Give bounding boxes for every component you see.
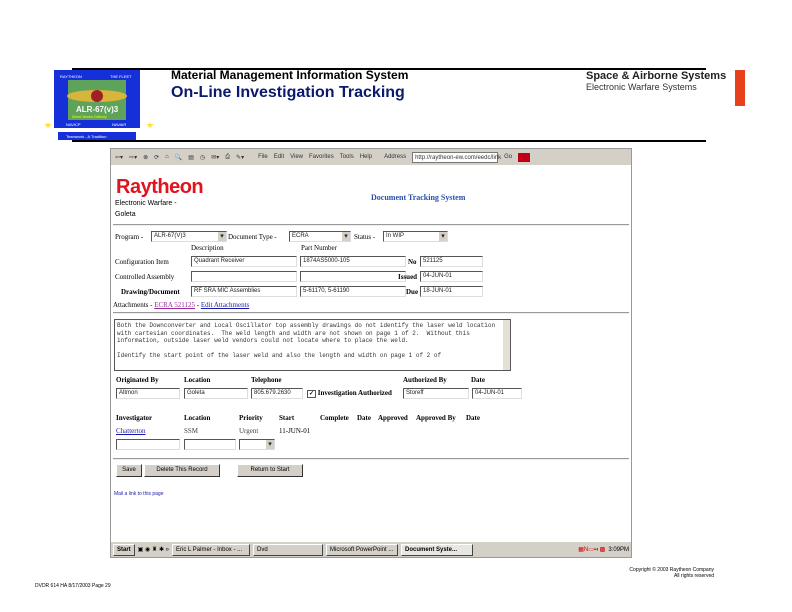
doctype-select[interactable]: ECRA ▾ bbox=[289, 231, 351, 242]
app-title: Material Management Information System bbox=[171, 68, 409, 82]
col-start: Start bbox=[279, 414, 295, 422]
svg-text:RAYTHEON: RAYTHEON bbox=[60, 74, 82, 79]
controlled-description-input[interactable] bbox=[191, 271, 297, 282]
col-approved-by: Approved By bbox=[416, 414, 456, 422]
stop-icon[interactable]: ⊗ bbox=[143, 154, 149, 161]
new-investigator-input[interactable] bbox=[116, 439, 180, 450]
controlled-assembly-label: Controlled Assembly bbox=[115, 273, 175, 281]
home-icon[interactable]: ⌂ bbox=[165, 154, 169, 160]
drawing-description-input[interactable]: RF SRA MIC Assemblies bbox=[191, 286, 297, 297]
telephone-input[interactable]: 805.679.2630 bbox=[251, 388, 303, 399]
clock: 3:09PM bbox=[608, 546, 629, 553]
textarea-scrollbar[interactable] bbox=[503, 320, 510, 370]
col-date: Date bbox=[357, 414, 371, 422]
divider bbox=[113, 312, 629, 314]
menu-favorites[interactable]: Favorites bbox=[309, 154, 334, 160]
accent-bar bbox=[735, 70, 745, 106]
investigation-authorized-label: Investigation Authorized bbox=[317, 389, 392, 397]
search-icon[interactable]: 🔍 bbox=[174, 154, 183, 161]
separator: - bbox=[196, 301, 200, 309]
address-input[interactable]: http://raytheon-ew.com/eedc/link bbox=[412, 152, 498, 163]
copyright-line-2: All rights reserved bbox=[673, 573, 714, 579]
status-select[interactable]: In WIP ▾ bbox=[383, 231, 448, 242]
page-footer: DVDR 614 HA 8/17/2003 Page 29 bbox=[35, 583, 111, 589]
date-label: Date bbox=[471, 376, 485, 384]
alr67-logo bbox=[36, 66, 158, 142]
description-header: Description bbox=[191, 244, 224, 252]
menu-file[interactable]: File bbox=[258, 154, 268, 160]
org-line-2: Goleta bbox=[115, 211, 136, 218]
description-text: Both the Downconverter and Local Oscillator top assembly drawings do not identify the laser weld location with cartesian coordinates. The weld length and width are not shown on page 1 of 2. Without this information, outside laser weld vendors could not locate where to place the weld. Identify the start point of the laser weld and also the length and width on page 1 of 2 of bbox=[117, 322, 496, 359]
divider bbox=[113, 458, 629, 460]
back-icon[interactable]: ⇦▾ bbox=[115, 154, 124, 161]
due-input[interactable]: 18-JUN-01 bbox=[420, 286, 483, 297]
attachments-label: Attachments - bbox=[113, 301, 153, 309]
ie-logo-icon bbox=[518, 153, 530, 162]
forward-icon[interactable]: ⇨▾ bbox=[129, 154, 138, 161]
org-line-1: Electronic Warfare - bbox=[115, 200, 177, 207]
new-location-input[interactable] bbox=[184, 439, 236, 450]
col-investigator: Investigator bbox=[116, 414, 153, 422]
investigator-link[interactable]: Chatterton bbox=[116, 427, 146, 435]
originated-by-input[interactable]: Altmon bbox=[116, 388, 180, 399]
config-part-input[interactable]: 1874AS5000-105 bbox=[300, 256, 406, 267]
controlled-part-input[interactable] bbox=[300, 271, 406, 282]
menu-edit[interactable]: Edit bbox=[273, 154, 285, 160]
start-button[interactable]: Start bbox=[113, 544, 135, 556]
address-label: Address bbox=[384, 154, 407, 160]
program-label: Program - bbox=[115, 233, 144, 241]
tray-icons[interactable]: ▦N▭▪◐▩ bbox=[578, 547, 606, 553]
print-icon[interactable]: ⎙ bbox=[225, 153, 231, 160]
copyright bbox=[617, 567, 714, 579]
svg-text:Direct Vendor Delivery: Direct Vendor Delivery bbox=[72, 115, 107, 119]
menu-tools[interactable]: Tools bbox=[339, 154, 354, 160]
row-location: SSM bbox=[184, 427, 199, 435]
return-to-start-button[interactable]: Return to Start bbox=[237, 464, 303, 477]
status-label: Status - bbox=[354, 233, 376, 241]
new-priority-select[interactable] bbox=[239, 439, 275, 450]
drawing-label: Drawing/Document bbox=[121, 288, 180, 296]
raytheon-logo: Raytheon bbox=[116, 176, 204, 198]
mail-icon[interactable]: ✉▾ bbox=[211, 154, 220, 161]
refresh-icon[interactable]: ⟳ bbox=[154, 154, 160, 161]
config-label: Configuration Item bbox=[115, 258, 169, 266]
svg-text:Teamwork - A Tradition: Teamwork - A Tradition bbox=[66, 134, 107, 139]
division-name: Electronic Warfare Systems bbox=[586, 82, 697, 92]
investigation-authorized-checkbox[interactable]: ✓ bbox=[309, 391, 315, 397]
svg-text:THE FLEET: THE FLEET bbox=[110, 74, 132, 79]
due-label: Due bbox=[406, 288, 419, 296]
save-button[interactable]: Save bbox=[116, 464, 142, 477]
edit-icon[interactable]: ✎▾ bbox=[236, 154, 245, 161]
doctype-label: Document Type - bbox=[228, 233, 277, 241]
favorites-icon[interactable]: ▤ bbox=[188, 154, 194, 161]
location-label: Location bbox=[184, 376, 211, 384]
attachment-link[interactable]: ECRA 521125 bbox=[154, 301, 195, 309]
menu-help[interactable]: Help bbox=[359, 154, 373, 160]
quick-launch-icons[interactable]: ▣ ◉ ♜ ✱ » bbox=[137, 547, 169, 553]
col-date-2: Date bbox=[466, 414, 480, 422]
description-textarea[interactable] bbox=[114, 319, 511, 371]
issued-label: Issued bbox=[398, 273, 418, 281]
no-label: No bbox=[408, 258, 417, 266]
program-select[interactable]: ALR-67(V)3 ▾ bbox=[151, 231, 227, 242]
company-name: Space & Airborne Systems bbox=[586, 70, 727, 82]
task-powerpoint[interactable]: Microsoft PowerPoint ... bbox=[326, 544, 398, 556]
col-complete: Complete bbox=[320, 414, 349, 422]
divider bbox=[113, 224, 629, 226]
date-input[interactable]: 04-JUN-01 bbox=[472, 388, 522, 399]
task-document-system[interactable]: Document Syste... bbox=[401, 544, 473, 556]
col-priority: Priority bbox=[239, 414, 263, 422]
system-title: Document Tracking System bbox=[371, 193, 466, 202]
browser-screenshot bbox=[110, 148, 632, 558]
delete-record-button[interactable]: Delete This Record bbox=[144, 464, 220, 477]
svg-text:NAVICP: NAVICP bbox=[66, 122, 81, 127]
copyright-line-1: Copyright © 2003 Raytheon Company bbox=[629, 567, 714, 573]
page-title: On-Line Investigation Tracking bbox=[171, 84, 405, 101]
location-input[interactable]: Goleta bbox=[184, 388, 248, 399]
no-input[interactable]: 521125 bbox=[420, 256, 483, 267]
task-outlook[interactable]: Eric L Palmer - Inbox - ... bbox=[172, 544, 250, 556]
issued-input[interactable]: 04-JUN-01 bbox=[420, 271, 483, 282]
part-number-header: Part Number bbox=[301, 244, 337, 252]
col-location: Location bbox=[184, 414, 211, 422]
row-start: 11-JUN-01 bbox=[279, 427, 311, 435]
row-priority: Urgent bbox=[239, 427, 259, 435]
menu-view[interactable]: View bbox=[290, 154, 304, 160]
col-approved: Approved bbox=[378, 414, 408, 422]
task-dvd[interactable]: Dvd bbox=[253, 544, 323, 556]
config-description-input[interactable]: Quadrant Receiver bbox=[191, 256, 297, 267]
mail-link[interactable]: Mail a link to this page bbox=[114, 491, 164, 497]
taskbar bbox=[111, 541, 631, 557]
browser-toolbar bbox=[111, 149, 631, 165]
originated-by-label: Originated By bbox=[116, 376, 159, 384]
history-icon[interactable]: ◷ bbox=[199, 154, 206, 161]
svg-text:ALR-67(v)3: ALR-67(v)3 bbox=[76, 105, 119, 114]
edit-attachments-link[interactable]: Edit Attachments bbox=[200, 301, 250, 309]
go-button[interactable]: Go bbox=[504, 154, 513, 160]
bottom-rule bbox=[72, 140, 706, 142]
svg-text:NAVAIR: NAVAIR bbox=[112, 122, 127, 127]
authorized-by-label: Authorized By bbox=[403, 376, 447, 384]
telephone-label: Telephone bbox=[251, 376, 282, 384]
drawing-part-input[interactable]: 5-61170, 5-61190 bbox=[300, 286, 406, 297]
authorized-by-input[interactable]: Storeff bbox=[403, 388, 469, 399]
